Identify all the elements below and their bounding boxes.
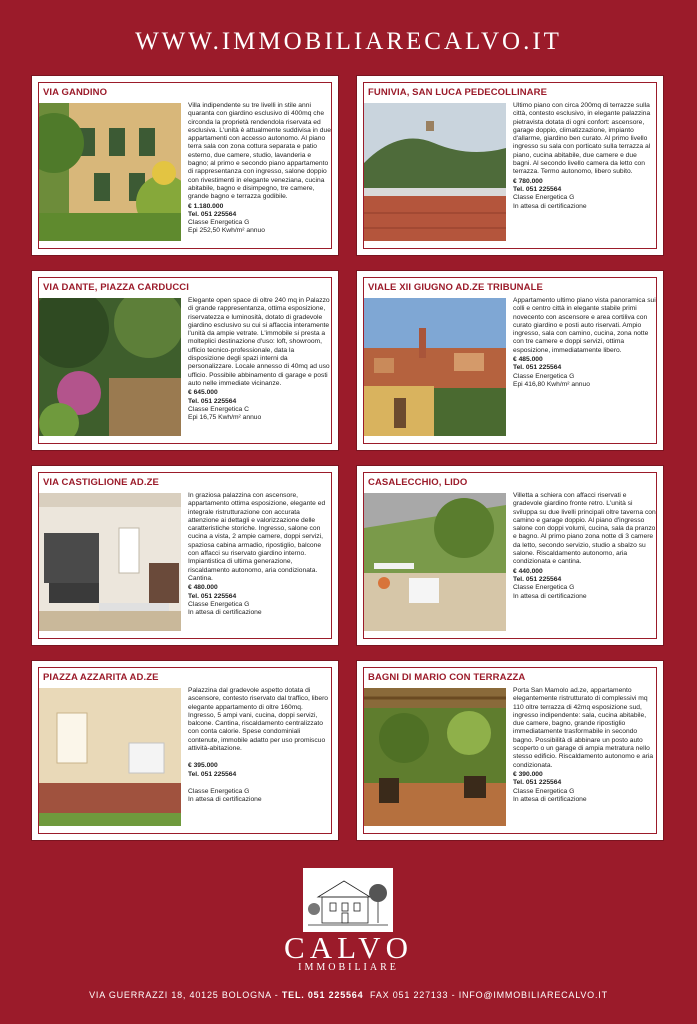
- listing-photo: [364, 103, 506, 241]
- listing-epi: In attesa di certificazione: [513, 592, 587, 600]
- listing-epi: Epi 416,80 Kwh/m² annuo: [513, 380, 590, 388]
- listing-epi: In attesa di certificazione: [513, 202, 587, 210]
- listing-epi: In attesa di certificazione: [188, 609, 262, 617]
- listing-phone[interactable]: Tel. 051 225564: [513, 575, 562, 583]
- listing-phone[interactable]: Tel. 051 225564: [188, 210, 237, 218]
- listing-details: [513, 102, 656, 249]
- listing-description: Ultimo piano con circa 200mq di terrazze sulla città, contesto esclusivo, in elegante palazzina pietravista dotata di ogni confort: ascensore, garage doppio, climatizzazione, impianto d'allarme, giardino ben curato. Al primo livello ingresso su sala con porticato sulla terrazza al piano, cucina abitabile, due camere e due bagni. Al secondo livello camera da letto con terrazza. Termo autonomo, libero subito.: [513, 102, 651, 176]
- listing-description: Porta San Mamolo ad.ze, appartamento elegantemente ristrutturato di complessivi mq 110 oltre terrazza di 42mq esposizione sud, ingresso indipendente: sala, cucina abitabile, due camere, bagno, grande ripostiglio immediatamente trasformabile in secondo bagno. Possibilità di abbinare un posto auto scoperto o un garage di ampia metratura nello stesso edificio. Riscaldamento autonomo e aria condizionata.: [513, 687, 654, 769]
- listing-epi: Epi 252,50 Kwh/m² annuo: [188, 227, 265, 235]
- listing-price: € 780.000: [513, 177, 543, 185]
- listing-title: CASALECCHIO, LIDO: [368, 477, 468, 488]
- listing-details: [188, 297, 331, 444]
- listing-card-piazza-azzarita[interactable]: [32, 661, 338, 840]
- listing-card-viale-xii-giugno[interactable]: [357, 271, 663, 450]
- listing-energy-class: Classe Energetica G: [188, 600, 250, 608]
- listing-phone[interactable]: Tel. 051 225564: [188, 770, 237, 778]
- listing-description: Villetta a schiera con affacci riservati e gradevole giardino fronte retro. L'unità si sviluppa su due livelli principali oltre taverna con camino e garage doppio. Al piano d'ingresso salone con doppi volumi, cucina, sala da pranzo e bagno. Al primo piano zona notte di 3 camere da letto, secondo servizio, studio a sbalzo su salone. Riscaldamento autonomo, aria condizionata e cantina.: [513, 492, 656, 566]
- listing-price: € 1.180.000: [188, 202, 224, 210]
- listing-description: Appartamento ultimo piano vista panoramica sui colli e centro città in elegante stabile primi novecento con ascensore e area cortiliva con curato giardino e posti auto riservati. Ampio ingresso, sala con camino, cucina, zona notte con tre camere e doppi servizi, ottima esposizione, immediatamente libero.: [513, 297, 656, 354]
- listing-phone[interactable]: Tel. 051 225564: [188, 397, 237, 405]
- listing-phone[interactable]: Tel. 051 225564: [513, 185, 562, 193]
- listing-price: € 395.000: [188, 762, 218, 770]
- listing-title: BAGNI DI MARIO CON TERRAZZA: [368, 672, 526, 683]
- listing-price: € 485.000: [513, 356, 543, 364]
- listing-energy-class: Classe Energetica G: [513, 584, 575, 592]
- listing-epi: In attesa di certificazione: [188, 796, 262, 804]
- listing-details: [513, 492, 656, 639]
- listing-description: Villa indipendente su tre livelli in stile anni quaranta con giardino esclusivo di 400mq che circonda la proprietà rendendola riservata ed esclusiva. L'unità è attualmente suddivisa in due appartamenti con accesso autonomo. Al piano terra sala con zona cottura separata e patio esterno, due camere, studio, lavanderia e bagno; al primo e secondo piano appartamento di rappresentanza con ingresso, salone doppio con rivestimenti in elegante veneziana, cucina abitabile, bagno e disimpegno, tre camere, grande bagno e terrazza godibile.: [188, 102, 331, 201]
- listing-description: Elegante open space di oltre 240 mq in Palazzo di grande rappresentanza, ottima esposizione, riservatezza e luminosità, dotato di gradevole giardino esclusivo su cui si affaccia interamente l'unità da ampie vetrate. L'immobile si presta a molteplici destinazione d'uso: loft, showroom, ufficio tecnico-professionale, data la disposizione degli spazi interni da personalizzare. Locale annesso di 40mq ad uso ufficio. Possibile abbinamento di garage e posti auto nelle immediate vicinanze.: [188, 297, 330, 387]
- listing-phone[interactable]: Tel. 051 225564: [513, 364, 562, 372]
- listing-price: € 645.000: [188, 389, 218, 397]
- listing-energy-class: Classe Energetica G: [513, 787, 575, 795]
- listing-details: [513, 297, 656, 444]
- listing-details: [513, 687, 656, 834]
- listing-photo: [364, 688, 506, 826]
- listing-energy-class: Classe Energetica G: [513, 372, 575, 380]
- listing-title: VIA GANDINO: [43, 87, 108, 98]
- listing-details: [188, 102, 331, 249]
- listing-card-funivia-san-luca[interactable]: [357, 76, 663, 255]
- listing-photo: [364, 493, 506, 631]
- listing-title: VIA DANTE, PIAZZA CARDUCCI: [43, 282, 189, 293]
- listing-details: [188, 492, 331, 639]
- listing-photo: [39, 493, 181, 631]
- brand-subtitle: IMMOBILIARE: [298, 962, 399, 973]
- listing-phone[interactable]: Tel. 051 225564: [188, 592, 237, 600]
- listing-photo: [364, 298, 506, 436]
- listing-price: € 480.000: [188, 584, 218, 592]
- listing-card-via-dante[interactable]: [32, 271, 338, 450]
- listing-photo: [39, 103, 181, 241]
- site-url[interactable]: WWW.IMMOBILIARECALVO.IT: [135, 28, 562, 55]
- listing-card-casalecchio-lido[interactable]: [357, 466, 663, 645]
- footer-contact: [0, 990, 697, 1000]
- listing-photo: [39, 688, 181, 826]
- listing-energy-class: Classe Energetica C: [188, 405, 249, 413]
- listing-details: [188, 687, 331, 834]
- listing-photo: [39, 298, 181, 436]
- listing-price: € 440.000: [513, 567, 543, 575]
- listing-energy-class: Classe Energetica G: [188, 787, 250, 795]
- listing-title: FUNIVIA, SAN LUCA PEDECOLLINARE: [368, 87, 548, 98]
- footer-fax-email[interactable]: FAX 051 227133 - INFO@IMMOBILIARECALVO.IT: [363, 990, 608, 1000]
- listing-price: € 390.000: [513, 770, 543, 778]
- listing-title: VIA CASTIGLIONE AD.ZE: [43, 477, 159, 488]
- brand-name: CALVO: [284, 930, 413, 965]
- listing-epi: Epi 16,75 Kwh/m² annuo: [188, 414, 262, 422]
- listing-title: PIAZZA AZZARITA AD.ZE: [43, 672, 159, 683]
- house-logo-icon: [303, 868, 393, 932]
- listing-energy-class: Classe Energetica G: [513, 194, 575, 202]
- listing-description: In graziosa palazzina con ascensore, appartamento ottima esposizione, elegante ed integrale ristrutturazione con accurata attenzione ai dettagli e valorizzazione delle caratteristiche storiche. Ingresso, salone con cucina a vista, 2 ampie camere, doppi servizi, spaziosa cabina armadio, ripostiglio, balcone con affacci su riservato giardino interno. Impiantistica di ultima generazione, riscaldamento autonomo, aria condizionata. Cantina.: [188, 492, 326, 582]
- listing-card-via-castiglione[interactable]: [32, 466, 338, 645]
- footer-phone[interactable]: TEL. 051 225564: [281, 990, 364, 1000]
- listing-energy-class: Classe Energetica G: [188, 219, 250, 227]
- listing-card-bagni-di-mario[interactable]: [357, 661, 663, 840]
- listing-epi: In attesa di certificazione: [513, 795, 587, 803]
- listing-card-via-gandino[interactable]: [32, 76, 338, 255]
- listing-phone[interactable]: Tel. 051 225564: [513, 779, 562, 787]
- listing-description: Palazzina dal gradevole aspetto dotata di ascensore, contesto riservato dal traffico, libero elegante appartamento di oltre 160mq. Ingresso, 5 ampi vani, cucina, doppi servizi, balcone. Cantina, riscaldamento centralizzato con conta calorie. Spese condominiali contenute, immobile adatto per uso promiscuo attività-abitazione.: [188, 687, 329, 753]
- listing-title: VIALE XII GIUGNO AD.ZE TRIBUNALE: [368, 282, 543, 293]
- footer-address: VIA GUERRAZZI 18, 40125 BOLOGNA -: [89, 990, 282, 1000]
